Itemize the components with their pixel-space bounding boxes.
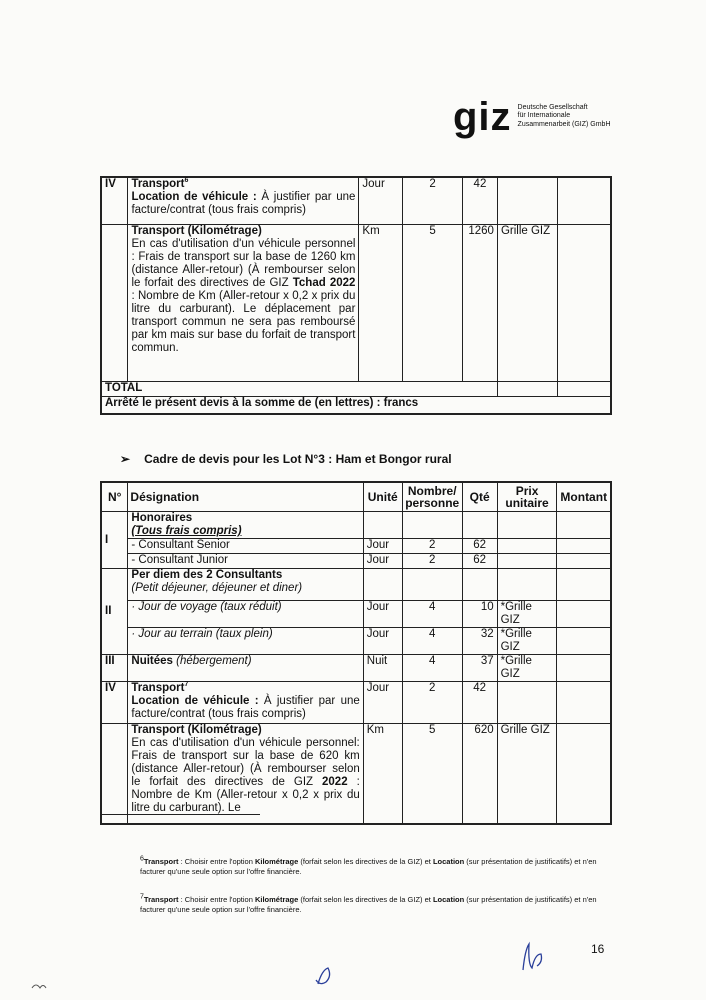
header-prix: Prix unitaire bbox=[497, 482, 557, 512]
qte-cell: 32 bbox=[462, 628, 497, 655]
logo-line-2: für Internationale bbox=[517, 112, 571, 119]
nombre-cell: 4 bbox=[402, 655, 462, 682]
header-unite: Unité bbox=[363, 482, 402, 512]
qte-cell: 62 bbox=[462, 554, 497, 569]
qte-cell: 42 bbox=[462, 177, 497, 224]
nombre-cell: 2 bbox=[402, 554, 462, 569]
designation-cell: · Jour de voyage (taux réduit) bbox=[128, 601, 363, 628]
nombre-cell: 2 bbox=[402, 539, 462, 554]
qte-cell: 10 bbox=[462, 601, 497, 628]
header-num: N° bbox=[101, 482, 128, 512]
unit-cell: Jour bbox=[363, 601, 402, 628]
row-number: IV bbox=[101, 682, 128, 724]
unit-cell: Km bbox=[359, 224, 403, 381]
qte-cell: 62 bbox=[462, 539, 497, 554]
total-label: TOTAL bbox=[101, 381, 497, 396]
nombre-cell: 5 bbox=[403, 224, 463, 381]
row-title: Transport$^6$ bbox=[131, 177, 189, 190]
unit-cell: Jour bbox=[363, 539, 402, 554]
unit-cell: Nuit bbox=[363, 655, 402, 682]
unit-cell: Jour bbox=[363, 682, 402, 724]
nombre-cell: 2 bbox=[403, 177, 463, 224]
footnote-ref: 6 bbox=[184, 177, 189, 185]
row-title: Honoraires bbox=[131, 512, 193, 524]
unit-cell: Jour bbox=[363, 628, 402, 655]
qte-cell: 42 bbox=[462, 682, 497, 724]
unit-cell: Jour bbox=[363, 554, 402, 569]
nombre-cell: 2 bbox=[402, 682, 462, 724]
row-number: III bbox=[101, 655, 128, 682]
header-montant: Montant bbox=[557, 482, 611, 512]
row-number: IV bbox=[101, 177, 128, 224]
header-nombre: Nombre/ personne bbox=[402, 482, 462, 512]
km-description: En cas d'utilisation d'un véhicule personnel : Frais de transport sur la base de 1260 km (distance Aller-retour) (À rembourser selon le forfait des directives de GIZ Tchad 2022 : Nombre de Km (Aller-retour x 0,2 x prix du litre du carburant). Le déplacement par transport commun ne sera pas remboursé par km mais sur base du forfait de transport commun. bbox=[131, 237, 356, 354]
prix-cell: Grille GIZ bbox=[497, 224, 557, 381]
nombre-cell: 4 bbox=[402, 628, 462, 655]
header-designation: Désignation bbox=[128, 482, 363, 512]
qte-cell: 1260 bbox=[462, 224, 497, 381]
row-title: Transport$^7$ bbox=[131, 681, 189, 694]
location-description: Location de véhicule : À justifier par une facture/contrat (tous frais compris) bbox=[131, 695, 360, 720]
designation-cell: Nuitées (hébergement) bbox=[128, 655, 363, 682]
row-title: Transport (Kilométrage) bbox=[131, 224, 262, 237]
logo-line-1: Deutsche Gesellschaft bbox=[517, 103, 588, 111]
row-subtitle: (Petit déjeuner, déjeuner et diner) bbox=[131, 582, 303, 594]
footnote-7: $^7$Transport : Choisir entre l'option Kilométrage (forfait selon les directives de la GIZ) et Location (sur présentation de justificatifs) et n'en facturer qu'une seule option sur l'offre financière. bbox=[140, 893, 597, 914]
prix-cell: Grille GIZ bbox=[497, 724, 557, 824]
row-title: Transport (Kilométrage) bbox=[131, 724, 262, 736]
page-number: 16 bbox=[591, 942, 605, 956]
nombre-cell: 5 bbox=[402, 724, 462, 824]
nombre-cell: 4 bbox=[402, 601, 462, 628]
arrete-text: Arrêté le présent devis à la somme de (en lettres) : francs bbox=[101, 396, 611, 414]
designation-cell: - Consultant Senior bbox=[128, 539, 363, 554]
footnote-6: $^6$Transport : Choisir entre l'option Kilométrage (forfait selon les directives de la GIZ) et Location (sur présentation de justificatifs) et n'en facturer qu'une seule option sur l'offre financière. bbox=[140, 855, 597, 876]
arrow-bullet-icon: ➢ bbox=[120, 452, 131, 466]
section-title-text: Cadre de devis pour les Lot N°3 : Ham et Bongor rural bbox=[144, 452, 452, 466]
row-number: I bbox=[101, 512, 128, 569]
unit-cell: Jour bbox=[359, 177, 403, 224]
designation-cell: · Jour au terrain (taux plein) bbox=[128, 628, 363, 655]
km-description: En cas d'utilisation d'un véhicule personnel: Frais de transport sur la base de 620 km (distance Aller-retour) (À rembourser selon le forfait des directives de GIZ 2022 : Nombre de Km (Aller-retour x 0,2 x prix du litre du carburant). Le bbox=[131, 737, 360, 814]
row-subtitle: (Tous frais compris) bbox=[131, 525, 242, 537]
row-title: Per diem des 2 Consultants bbox=[131, 569, 283, 581]
location-description: Location de véhicule : À justifier par une facture/contrat (tous frais compris) bbox=[131, 191, 356, 216]
qte-cell: 37 bbox=[462, 655, 497, 682]
logo-line-3: Zusammenarbeit (GIZ) GmbH bbox=[517, 120, 611, 128]
header-qte: Qté bbox=[462, 482, 497, 512]
prix-cell: *Grille GIZ bbox=[497, 628, 557, 655]
footnote-ref: 7 bbox=[184, 681, 189, 689]
unit-cell: Km bbox=[363, 724, 402, 824]
qte-cell: 620 bbox=[462, 724, 497, 824]
prix-cell: *Grille GIZ bbox=[497, 601, 557, 628]
designation-cell: - Consultant Junior bbox=[128, 554, 363, 569]
giz-logo-mark: giz bbox=[453, 95, 512, 139]
prix-cell: *Grille GIZ bbox=[497, 655, 557, 682]
row-number: II bbox=[101, 569, 128, 655]
